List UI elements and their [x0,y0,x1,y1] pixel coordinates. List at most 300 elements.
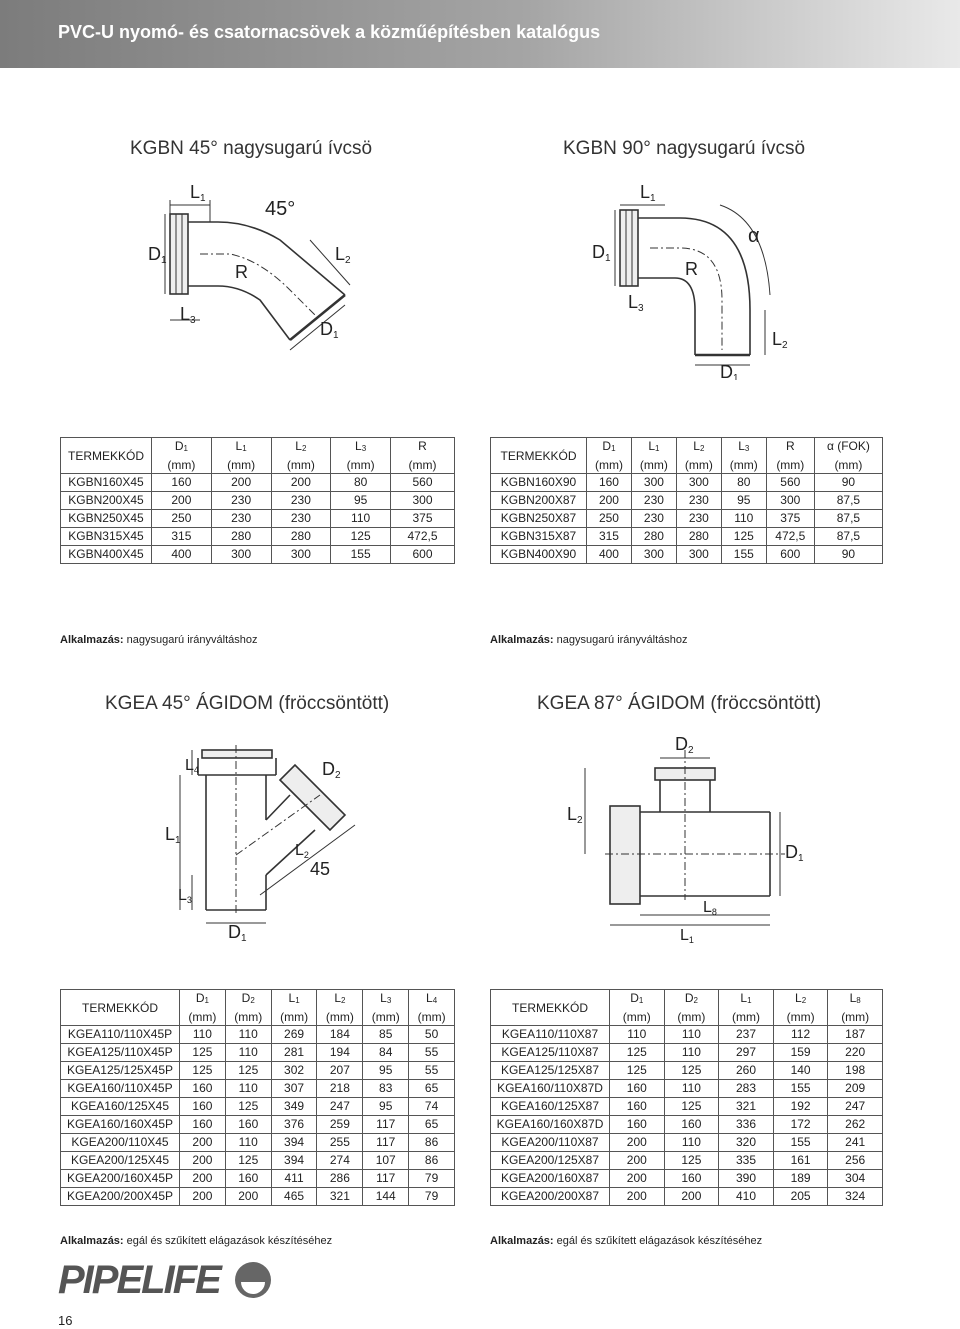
product-code-cell: KGBN160X45 [61,474,152,492]
product-code-cell: KGEA200/160X87 [491,1170,610,1188]
value-cell: 87,5 [814,528,882,546]
value-cell: 160 [610,1116,665,1134]
kgea45-col-l1: $L_1$ [271,990,317,1010]
value-cell: 300 [676,546,721,564]
value-cell: 160 [587,474,632,492]
kgea45-unit: (mm) [317,1009,363,1026]
value-cell: 117 [363,1134,409,1152]
value-cell: 600 [766,546,814,564]
value-cell: 107 [363,1152,409,1170]
kgea45-table [60,989,455,1206]
value-cell: 200 [225,1188,271,1206]
table-row [61,1134,455,1152]
value-cell: 465 [271,1188,317,1206]
value-cell: 110 [180,1026,226,1044]
value-cell: 86 [409,1152,455,1170]
value-cell: 125 [225,1062,271,1080]
value-cell: 280 [271,528,331,546]
kgea87-unit: (mm) [610,1009,665,1026]
value-cell: 155 [773,1134,828,1152]
kgbn90-col-d1: $D_1$ [587,438,632,458]
logo-circle-icon [233,1260,273,1300]
value-cell: 375 [391,510,455,528]
value-cell: 184 [317,1026,363,1044]
value-cell: 250 [152,510,212,528]
value-cell: 560 [766,474,814,492]
value-cell: 87,5 [814,510,882,528]
product-code-cell: KGBN160X90 [491,474,587,492]
table-row [61,546,455,564]
product-code-cell: KGBN400X45 [61,546,152,564]
table-row [491,474,883,492]
kgbn90-unit: (mm) [631,457,676,474]
page-number: 16 [58,1313,73,1328]
kgbn45-d1-label: D1 [148,244,167,266]
value-cell: 320 [719,1134,774,1152]
value-cell: 160 [664,1170,719,1188]
kgea87-rows [491,1026,883,1206]
table-row [491,1044,883,1062]
value-cell: 90 [814,546,882,564]
product-code-cell: KGBN200X87 [491,492,587,510]
kgea87-l1-label: L1 [680,927,694,945]
kgbn90-alpha-label: α [748,225,760,247]
value-cell: 218 [317,1080,363,1098]
value-cell: 117 [363,1170,409,1188]
value-cell: 200 [610,1134,665,1152]
value-cell: 112 [773,1026,828,1044]
value-cell: 411 [271,1170,317,1188]
value-cell: 110 [225,1134,271,1152]
value-cell: 376 [271,1116,317,1134]
table-row [61,1098,455,1116]
product-code-cell: KGEA160/110X87D [491,1080,610,1098]
product-code-cell: KGEA160/125X87 [491,1098,610,1116]
value-cell: 110 [664,1134,719,1152]
kgbn45-title: KGBN 45° nagysugarú ívcsö [130,138,373,159]
value-cell: 300 [211,546,271,564]
value-cell: 209 [828,1080,883,1098]
value-cell: 110 [721,510,766,528]
product-code-cell: KGEA200/200X87 [491,1188,610,1206]
kgea87-l2-label: L2 [567,804,583,826]
value-cell: 304 [828,1170,883,1188]
kgea45-col-l4: $L_4$ [409,990,455,1010]
kgea45-d1-label: D1 [228,922,247,944]
value-cell: 125 [331,528,391,546]
value-cell: 160 [610,1080,665,1098]
table-row [61,1062,455,1080]
value-cell: 230 [211,492,271,510]
kgbn45-rows [61,474,455,564]
value-cell: 125 [225,1152,271,1170]
value-cell: 349 [271,1098,317,1116]
value-cell: 321 [317,1188,363,1206]
value-cell: 172 [773,1116,828,1134]
value-cell: 283 [719,1080,774,1098]
value-cell: 200 [180,1170,226,1188]
table-row [491,1152,883,1170]
kgea45-unit: (mm) [225,1009,271,1026]
value-cell: 375 [766,510,814,528]
kgbn45-note: Alkalmazás: nagysugarú irányváltáshoz [60,634,258,646]
kgbn90-col-l2: $L_2$ [676,438,721,458]
table-row [491,528,883,546]
product-code-cell: KGEA200/125X87 [491,1152,610,1170]
value-cell: 321 [719,1098,774,1116]
value-cell: 192 [773,1098,828,1116]
value-cell: 262 [828,1116,883,1134]
table-row [491,1188,883,1206]
value-cell: 160 [180,1080,226,1098]
table-row [491,1026,883,1044]
kgbn45-l3-label: L3 [180,304,196,326]
value-cell: 472,5 [766,528,814,546]
product-code-cell: KGEA200/110X45 [61,1134,180,1152]
value-cell: 300 [391,492,455,510]
value-cell: 410 [719,1188,774,1206]
value-cell: 155 [331,546,391,564]
kgbn90-l2-label: L2 [772,329,788,351]
value-cell: 302 [271,1062,317,1080]
kgbn90-d1b-label: D1 [720,362,739,380]
kgbn45-col-l3: $L_3$ [331,438,391,458]
kgbn45-col-d1: $D_1$ [152,438,212,458]
kgbn45-col-l2: $L_2$ [271,438,331,458]
value-cell: 394 [271,1134,317,1152]
value-cell: 194 [317,1044,363,1062]
product-code-cell: KGEA160/160X45P [61,1116,180,1134]
value-cell: 110 [225,1026,271,1044]
kgea45-l3-label: L3 [178,887,192,905]
value-cell: 200 [271,474,331,492]
kgbn90-unit: (mm) [814,457,882,474]
value-cell: 230 [631,510,676,528]
kgbn45-drawing [140,180,370,380]
value-cell: 110 [664,1044,719,1062]
kgea87-col-d2: $D_2$ [664,990,719,1010]
value-cell: 90 [814,474,882,492]
value-cell: 87,5 [814,492,882,510]
value-cell: 400 [152,546,212,564]
product-code-cell: KGEA125/110X87 [491,1044,610,1062]
value-cell: 95 [363,1062,409,1080]
kgbn45-d1b-label: D1 [320,319,339,341]
kgea45-title: KGEA 45° ÁGIDOM (fröccsöntött) [105,693,390,714]
kgbn45-code-header: TERMEKKÓD [61,438,152,474]
kgea45-drawing [140,735,380,945]
product-code-cell: KGEA125/110X45P [61,1044,180,1062]
value-cell: 125 [610,1062,665,1080]
kgbn45-l2-label: L2 [335,244,351,266]
value-cell: 200 [211,474,271,492]
value-cell: 280 [631,528,676,546]
value-cell: 297 [719,1044,774,1062]
value-cell: 140 [773,1062,828,1080]
product-code-cell: KGEA110/110X45P [61,1026,180,1044]
kgea45-unit: (mm) [409,1009,455,1026]
table-row [491,1080,883,1098]
value-cell: 200 [664,1188,719,1206]
table-row [491,1098,883,1116]
value-cell: 74 [409,1098,455,1116]
value-cell: 160 [225,1170,271,1188]
value-cell: 324 [828,1188,883,1206]
kgea45-l4-label: L4 [185,757,199,775]
kgea45-rows [61,1026,455,1206]
kgea45-angle-label: 45 [310,859,331,879]
value-cell: 155 [721,546,766,564]
value-cell: 79 [409,1170,455,1188]
value-cell: 260 [719,1062,774,1080]
table-row [61,1188,455,1206]
value-cell: 315 [587,528,632,546]
value-cell: 300 [631,546,676,564]
kgbn90-r-label: R [685,259,698,279]
table-row [61,1116,455,1134]
value-cell: 125 [180,1044,226,1062]
product-code-cell: KGEA110/110X87 [491,1026,610,1044]
kgbn90-code-header: TERMEKKÓD [491,438,587,474]
value-cell: 241 [828,1134,883,1152]
value-cell: 110 [664,1026,719,1044]
value-cell: 205 [773,1188,828,1206]
kgea45-col-l2: $L_2$ [317,990,363,1010]
table-row [491,492,883,510]
value-cell: 144 [363,1188,409,1206]
value-cell: 560 [391,474,455,492]
value-cell: 230 [271,492,331,510]
kgbn90-unit: (mm) [587,457,632,474]
value-cell: 110 [610,1026,665,1044]
kgbn90-col-alpha: α (FOK) [814,438,882,458]
kgea87-d2-label: D2 [675,734,694,756]
value-cell: 55 [409,1062,455,1080]
kgea87-table [490,989,883,1206]
value-cell: 189 [773,1170,828,1188]
value-cell: 281 [271,1044,317,1062]
value-cell: 50 [409,1026,455,1044]
value-cell: 472,5 [391,528,455,546]
value-cell: 65 [409,1080,455,1098]
product-code-cell: KGEA160/160X87D [491,1116,610,1134]
value-cell: 335 [719,1152,774,1170]
table-row [491,1116,883,1134]
value-cell: 198 [828,1062,883,1080]
kgea45-col-d2: $D_2$ [225,990,271,1010]
value-cell: 269 [271,1026,317,1044]
kgbn90-l3-label: L3 [628,292,644,314]
kgbn45-col-r: R [391,438,455,458]
value-cell: 110 [225,1044,271,1062]
product-code-cell: KGBN200X45 [61,492,152,510]
value-cell: 230 [676,510,721,528]
kgbn90-table [490,437,883,564]
value-cell: 300 [631,474,676,492]
value-cell: 307 [271,1080,317,1098]
kgbn90-title: KGBN 90° nagysugarú ívcsö [563,138,806,159]
value-cell: 200 [610,1152,665,1170]
header-banner [0,0,960,68]
kgbn45-angle-label: 45° [265,198,296,220]
product-code-cell: KGEA200/200X45P [61,1188,180,1206]
value-cell: 95 [363,1098,409,1116]
logo-wordmark: PIPELIFE [58,1258,220,1302]
value-cell: 65 [409,1116,455,1134]
value-cell: 84 [363,1044,409,1062]
kgbn45-unit: (mm) [391,457,455,474]
value-cell: 600 [391,546,455,564]
table-row [491,510,883,528]
kgea45-code-header: TERMEKKÓD [61,990,180,1026]
kgea45-col-d1: $D_1$ [180,990,226,1010]
value-cell: 247 [828,1098,883,1116]
value-cell: 250 [587,510,632,528]
product-code-cell: KGEA125/125X87 [491,1062,610,1080]
value-cell: 247 [317,1098,363,1116]
kgea87-code-header: TERMEKKÓD [491,990,610,1026]
value-cell: 159 [773,1044,828,1062]
value-cell: 300 [271,546,331,564]
kgbn90-unit: (mm) [721,457,766,474]
value-cell: 286 [317,1170,363,1188]
value-cell: 160 [225,1116,271,1134]
value-cell: 187 [828,1026,883,1044]
kgea45-note: Alkalmazás: egál és szűkített elágazások készítéséhez [60,1235,333,1247]
value-cell: 110 [225,1080,271,1098]
kgea45-unit: (mm) [271,1009,317,1026]
table-row [491,1134,883,1152]
kgbn90-unit: (mm) [676,457,721,474]
value-cell: 95 [721,492,766,510]
value-cell: 83 [363,1080,409,1098]
value-cell: 160 [610,1098,665,1116]
value-cell: 110 [331,510,391,528]
value-cell: 200 [587,492,632,510]
kgea45-l1-label: L1 [165,824,181,846]
table-row [61,1152,455,1170]
kgbn45-col-l1: $L_1$ [211,438,271,458]
value-cell: 200 [610,1188,665,1206]
value-cell: 280 [211,528,271,546]
value-cell: 160 [180,1116,226,1134]
value-cell: 160 [180,1098,226,1116]
kgbn90-unit: (mm) [766,457,814,474]
table-row [61,528,455,546]
value-cell: 200 [180,1152,226,1170]
kgbn90-l1-label: L1 [640,182,656,204]
value-cell: 125 [225,1098,271,1116]
pipelife-logo [58,1258,273,1308]
catalog-title: PVC-U nyomó- és csatornacsövek a közműépítésben katalógus [58,22,601,42]
kgbn90-note: Alkalmazás: nagysugarú irányváltáshoz [490,634,688,646]
kgea87-l8-label: L8 [703,899,717,917]
value-cell: 85 [363,1026,409,1044]
product-code-cell: KGEA200/160X45P [61,1170,180,1188]
kgea45-col-l3: $L_3$ [363,990,409,1010]
product-code-cell: KGEA200/125X45 [61,1152,180,1170]
kgbn45-table [60,437,455,564]
table-row [61,474,455,492]
table-row [491,546,883,564]
kgbn45-l1-label: L1 [190,182,206,204]
product-code-cell: KGBN250X87 [491,510,587,528]
kgbn45-r-label: R [235,262,248,282]
kgea87-d1-label: D1 [785,842,804,864]
value-cell: 237 [719,1026,774,1044]
value-cell: 300 [766,492,814,510]
kgea87-col-l1: $L_1$ [719,990,774,1010]
kgbn45-unit: (mm) [211,457,271,474]
value-cell: 200 [180,1188,226,1206]
value-cell: 125 [664,1152,719,1170]
product-code-cell: KGBN315X45 [61,528,152,546]
kgea45-l2-label: L2 [295,842,309,860]
table-row [61,1026,455,1044]
value-cell: 79 [409,1188,455,1206]
value-cell: 161 [773,1152,828,1170]
kgbn90-drawing [580,180,800,380]
value-cell: 390 [719,1170,774,1188]
kgea87-title: KGEA 87° ÁGIDOM (fröccsöntött) [537,693,822,714]
value-cell: 80 [721,474,766,492]
value-cell: 394 [271,1152,317,1170]
value-cell: 117 [363,1116,409,1134]
value-cell: 336 [719,1116,774,1134]
value-cell: 125 [664,1098,719,1116]
value-cell: 259 [317,1116,363,1134]
value-cell: 207 [317,1062,363,1080]
value-cell: 300 [676,474,721,492]
value-cell: 400 [587,546,632,564]
value-cell: 230 [211,510,271,528]
kgea87-unit: (mm) [719,1009,774,1026]
kgea87-unit: (mm) [773,1009,828,1026]
product-code-cell: KGBN315X87 [491,528,587,546]
kgea45-unit: (mm) [363,1009,409,1026]
kgea45-unit: (mm) [180,1009,226,1026]
value-cell: 280 [676,528,721,546]
kgbn90-rows [491,474,883,564]
value-cell: 125 [721,528,766,546]
value-cell: 125 [610,1044,665,1062]
value-cell: 125 [180,1062,226,1080]
product-code-cell: KGEA160/110X45P [61,1080,180,1098]
kgbn90-col-l1: $L_1$ [631,438,676,458]
value-cell: 220 [828,1044,883,1062]
value-cell: 110 [664,1080,719,1098]
value-cell: 95 [331,492,391,510]
kgea87-col-d1: $D_1$ [610,990,665,1010]
value-cell: 125 [664,1062,719,1080]
table-row [61,1170,455,1188]
table-row [61,492,455,510]
value-cell: 86 [409,1134,455,1152]
value-cell: 160 [152,474,212,492]
kgbn45-unit: (mm) [331,457,391,474]
value-cell: 256 [828,1152,883,1170]
value-cell: 230 [631,492,676,510]
value-cell: 315 [152,528,212,546]
value-cell: 200 [152,492,212,510]
table-row [61,510,455,528]
kgbn45-unit: (mm) [271,457,331,474]
kgbn90-d1-label: D1 [592,242,611,264]
table-row [491,1170,883,1188]
value-cell: 160 [664,1116,719,1134]
product-code-cell: KGBN400X90 [491,546,587,564]
kgea87-col-l2: $L_2$ [773,990,828,1010]
